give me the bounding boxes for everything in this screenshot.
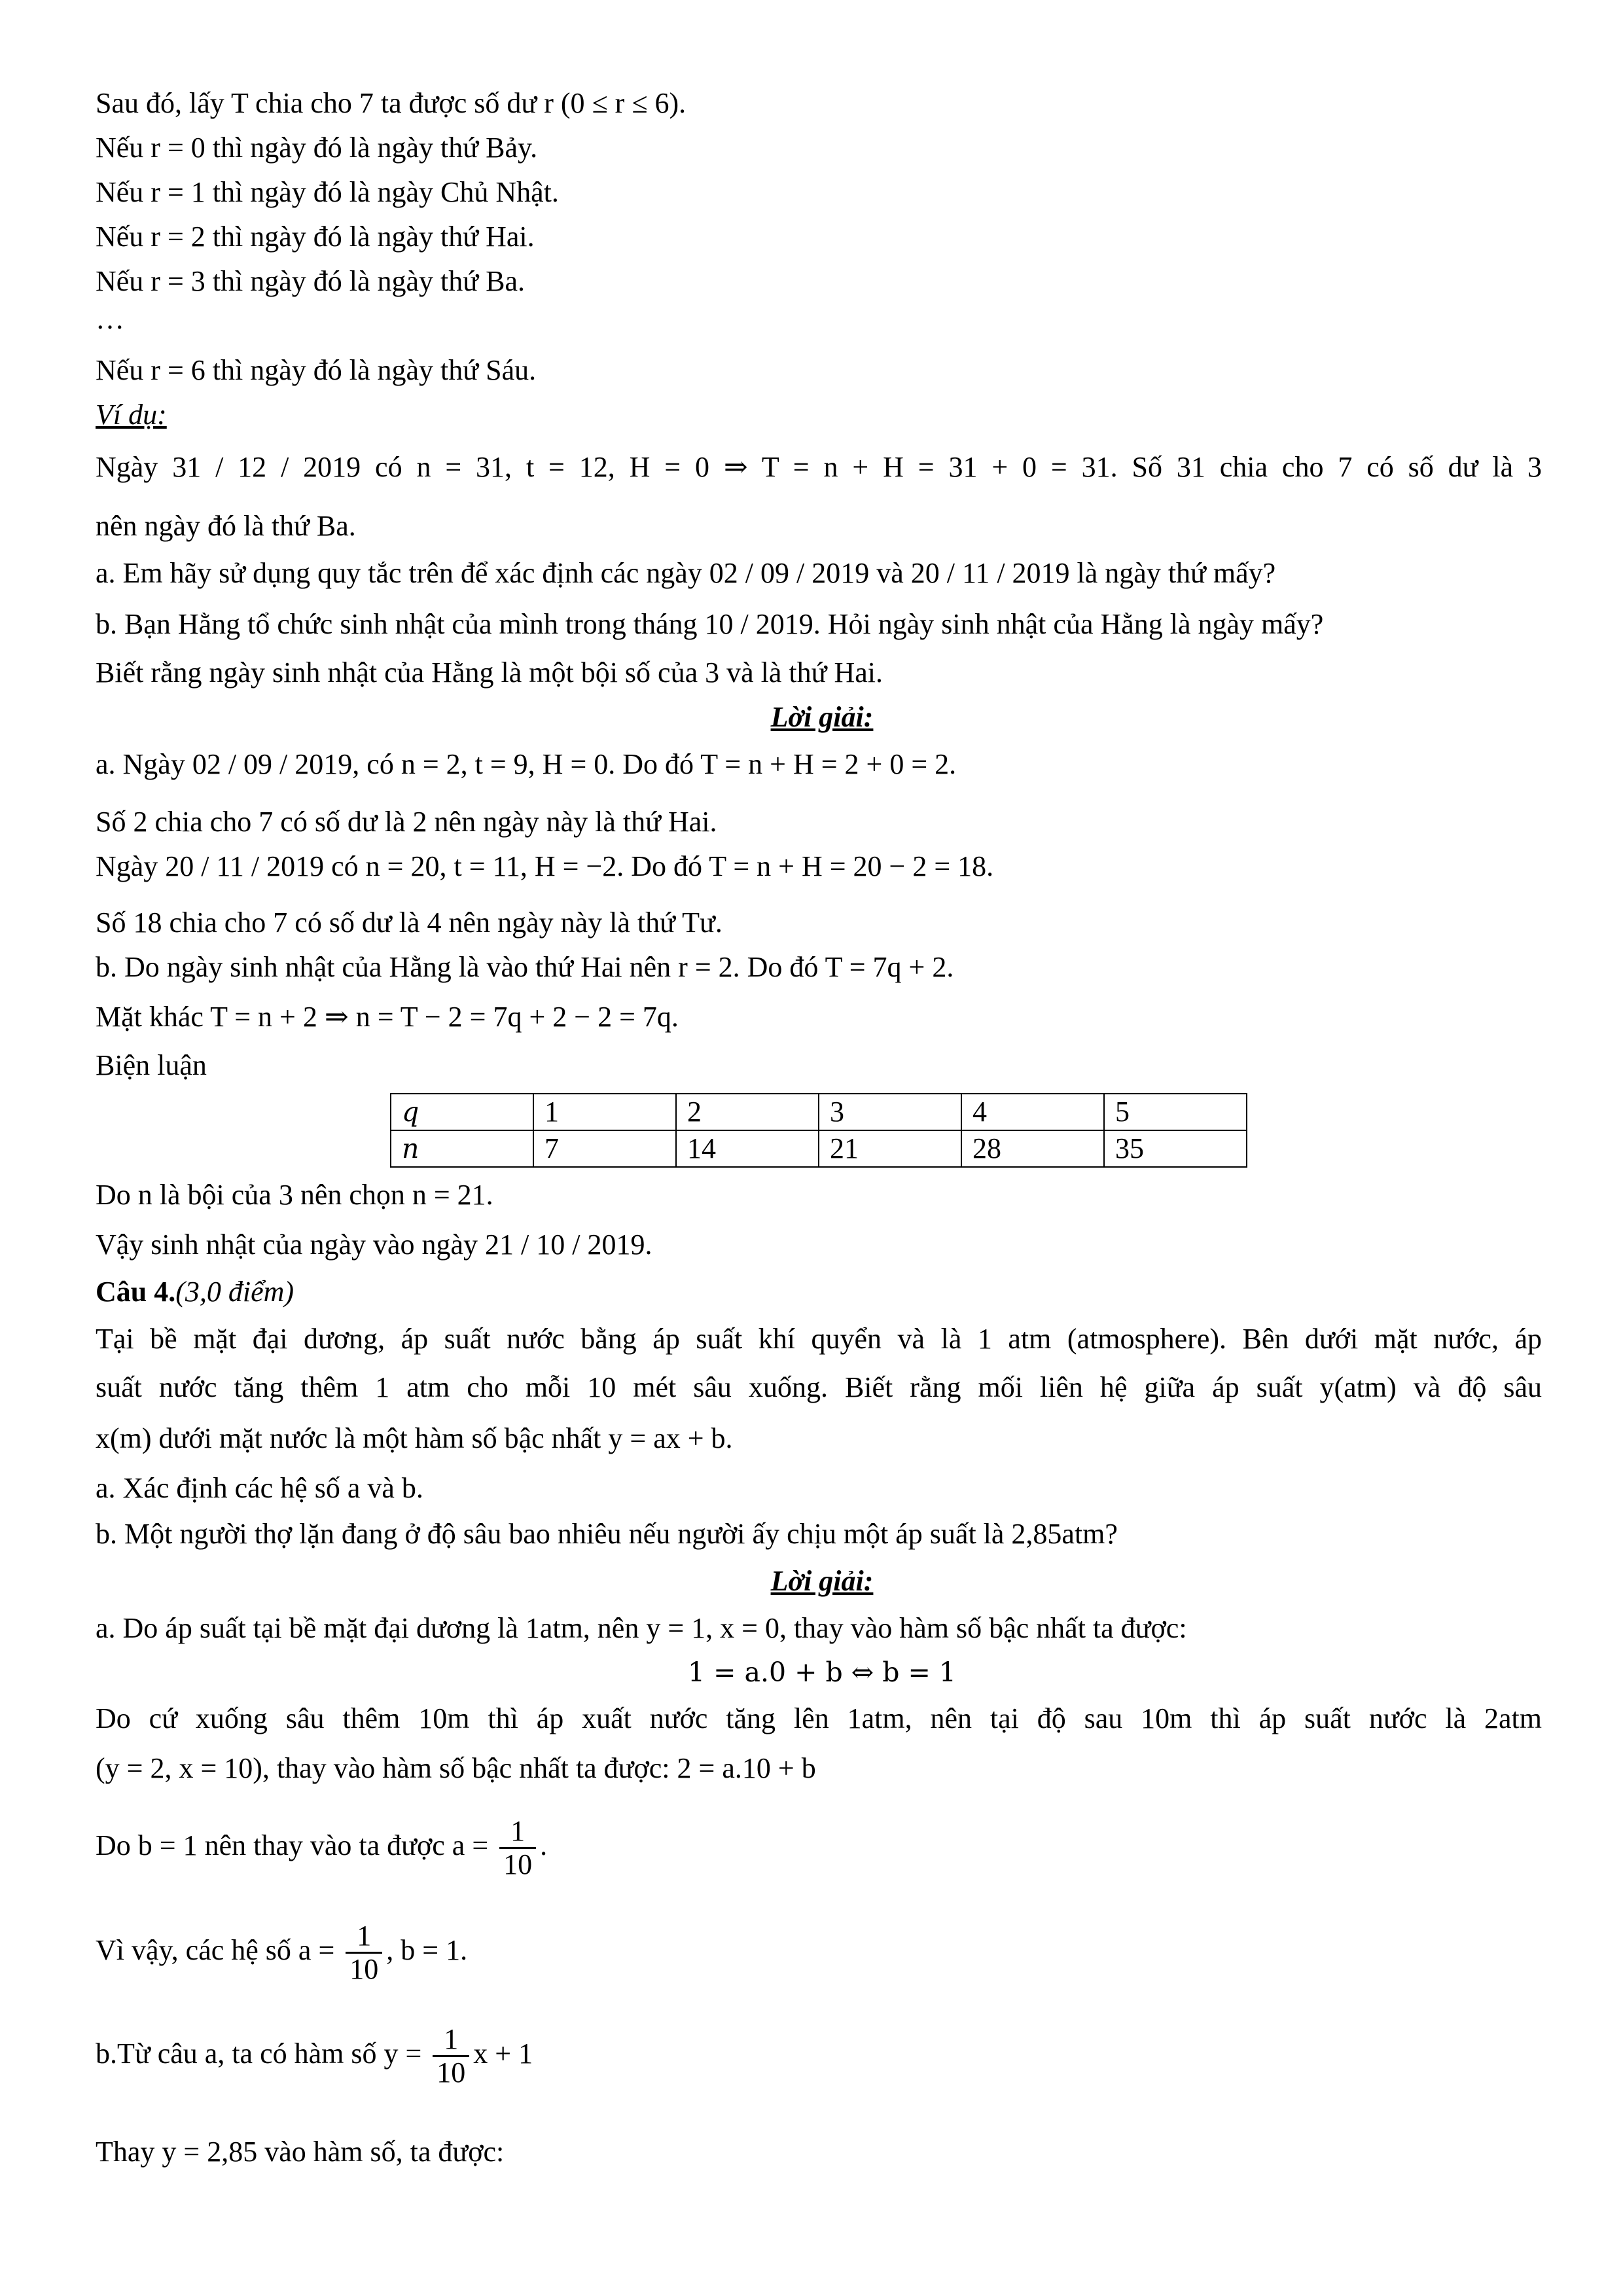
table-cell: 4 <box>961 1094 1104 1130</box>
solution3-b1: b. Do ngày sinh nhật của Hằng là vào thứ Hai nên r = 2. Do đó T = 7q + 2. <box>96 951 954 983</box>
solution4-a4 <box>96 1816 547 1881</box>
fraction-numerator: 1 <box>346 1920 382 1954</box>
question3-part-b-line1: b. Bạn Hằng tổ chức sinh nhật của mình trong tháng 10 / 2019. Hỏi ngày sinh nhật của Hằng là ngày mấy? <box>96 608 1324 640</box>
table-cell: 3 <box>819 1094 961 1130</box>
question3-part-b-line2: Biết rằng ngày sinh nhật của Hằng là một bội số của 3 và là thứ Hai. <box>96 656 883 689</box>
table-cell: 28 <box>961 1130 1104 1167</box>
solution4-a1: a. Do áp suất tại bề mặt đại dương là 1atm, nên y = 1, x = 0, thay vào hàm số bậc nhất ta được: <box>96 1612 1187 1644</box>
question4-part-b: b. Một người thợ lặn đang ở độ sâu bao nhiêu nếu người ấy chịu một áp suất là 2,85atm? <box>96 1518 1118 1550</box>
bienluan-table <box>390 1093 1247 1168</box>
solution3-a1: a. Ngày 02 / 09 / 2019, có n = 2, t = 9, H = 0. Do đó T = n + H = 2 + 0 = 2. <box>96 748 957 780</box>
question4-p3: x(m) dưới mặt nước là một hàm số bậc nhất y = ax + b. <box>96 1422 733 1454</box>
table-cell: 2 <box>676 1094 819 1130</box>
table-cell: q <box>391 1094 533 1130</box>
solution4-heading: Lời giải: <box>770 1565 874 1597</box>
rule-ellipsis: … <box>96 303 127 335</box>
question4-title <box>96 1274 294 1310</box>
solution3-c1: Do n là bội của 3 nên chọn n = 21. <box>96 1179 493 1211</box>
rule-r1: Nếu r = 1 thì ngày đó là ngày Chủ Nhật. <box>96 176 559 208</box>
rule-r0: Nếu r = 0 thì ngày đó là ngày thứ Bảy. <box>96 132 538 164</box>
solution3-c2: Vậy sinh nhật của ngày vào ngày 21 / 10 / 2019. <box>96 1229 652 1261</box>
solution4-a4-end: . <box>540 1829 548 1861</box>
example-label: Ví dụ: <box>96 399 167 431</box>
question4-points: (3,0 điểm) <box>175 1276 294 1308</box>
bienluan-table-wrapper <box>96 1093 1247 1168</box>
table-cell: 5 <box>1104 1094 1247 1130</box>
example-line-2: nên ngày đó là thứ Ba. <box>96 510 356 542</box>
fraction-denominator: 10 <box>437 2056 466 2089</box>
solution4-a5-text: Vì vậy, các hệ số a = <box>96 1933 335 1966</box>
table-row <box>391 1094 1247 1130</box>
table-cell: 21 <box>819 1130 961 1167</box>
rule-r6: Nếu r = 6 thì ngày đó là ngày thứ Sáu. <box>96 354 537 386</box>
fraction-numerator: 1 <box>433 2024 469 2057</box>
solution3-a2: Số 2 chia cho 7 có số dư là 2 nên ngày này là thứ Hai. <box>96 806 717 838</box>
solution3-a3: Ngày 20 / 11 / 2019 có n = 20, t = 11, H = −2. Do đó T = n + H = 20 − 2 = 18. <box>96 850 994 882</box>
table-cell: 35 <box>1104 1130 1247 1167</box>
fraction-one-tenth <box>499 1816 536 1881</box>
rule-intro: Sau đó, lấy T chia cho 7 ta được số dư r (0 ≤ r ≤ 6). <box>96 87 687 119</box>
solution3-bienluan: Biện luận <box>96 1049 207 1081</box>
solution4-a5 <box>96 1920 467 1986</box>
fraction-one-tenth <box>433 2024 469 2089</box>
table-cell: n <box>391 1130 533 1167</box>
question4-p2: suất nước tăng thêm 1 atm cho mỗi 10 mét sâu xuống. Biết rằng mối liên hệ giữa áp suất y(atm) và độ sâu <box>96 1371 1542 1403</box>
solution4-a4-text: Do b = 1 nên thay vào ta được a = <box>96 1829 489 1861</box>
question4-part-a: a. Xác định các hệ số a và b. <box>96 1472 423 1504</box>
question3-part-a: a. Em hãy sử dụng quy tắc trên để xác định các ngày 02 / 09 / 2019 và 20 / 11 / 2019 là ngày thứ mấy? <box>96 557 1276 589</box>
rule-r3: Nếu r = 3 thì ngày đó là ngày thứ Ba. <box>96 265 525 297</box>
table-cell: 14 <box>676 1130 819 1167</box>
question4-number: Câu 4. <box>96 1276 176 1308</box>
solution3-a4: Số 18 chia cho 7 có số dư là 4 nên ngày này là thứ Tư. <box>96 906 722 939</box>
fraction-denominator: 10 <box>503 1848 533 1881</box>
fraction-one-tenth <box>346 1920 382 1986</box>
fraction-numerator: 1 <box>499 1816 536 1849</box>
example-line-1: Ngày 31 / 12 / 2019 có n = 31, t = 12, H = 0 ⇒ T = n + H = 31 + 0 = 31. Số 31 chia cho 7 có số dư là 3 <box>96 451 1542 483</box>
solution4-a3: (y = 2, x = 10), thay vào hàm số bậc nhất ta được: 2 = a.10 + b <box>96 1752 816 1784</box>
solution3-heading: Lời giải: <box>770 701 874 733</box>
table-cell: 7 <box>533 1130 676 1167</box>
rule-r2: Nếu r = 2 thì ngày đó là ngày thứ Hai. <box>96 221 535 253</box>
question4-p1: Tại bề mặt đại dương, áp suất nước bằng áp suất khí quyển và là 1 atm (atmosphere). Bên dưới mặt nước, áp <box>96 1323 1542 1355</box>
solution4-b1-end: x + 1 <box>473 2037 533 2070</box>
table-cell: 1 <box>533 1094 676 1130</box>
solution4-b1 <box>96 2024 533 2089</box>
solution4-a2: Do cứ xuống sâu thêm 10m thì áp xuất nước tăng lên 1atm, nên tại độ sau 10m thì áp suất nước là 2atm <box>96 1702 1542 1734</box>
solution4-b2: Thay y = 2,85 vào hàm số, ta được: <box>96 2136 505 2168</box>
solution3-b2: Mặt khác T = n + 2 ⇒ n = T − 2 = 7q + 2 − 2 = 7q. <box>96 1001 679 1033</box>
solution4-b1-text: b.Từ câu a, ta có hàm số y = <box>96 2037 422 2070</box>
fraction-denominator: 10 <box>349 1953 379 1986</box>
solution4-eq1: 1 = a.0 + b ⇔ b = 1 <box>688 1657 956 1688</box>
solution4-a5-end: , b = 1. <box>386 1933 468 1966</box>
table-row <box>391 1130 1247 1167</box>
